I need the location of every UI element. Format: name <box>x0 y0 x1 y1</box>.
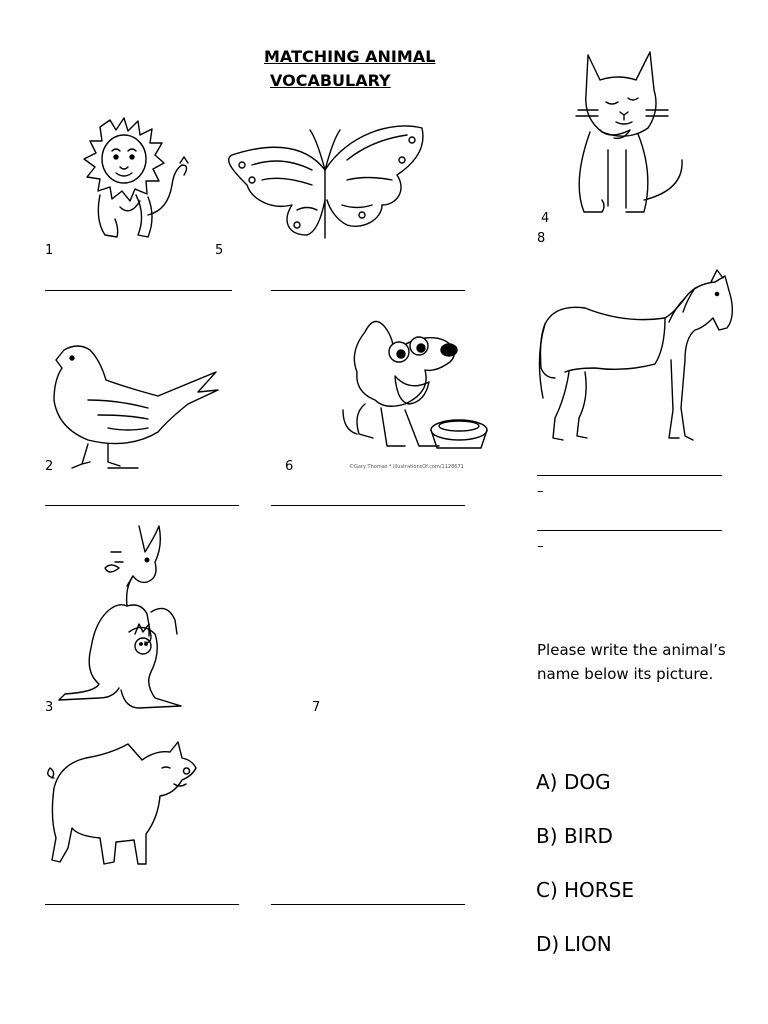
option-c <box>536 878 634 902</box>
option-d-letter: D) <box>536 932 560 956</box>
picture-number-4: 4 <box>541 211 550 226</box>
option-b <box>536 824 613 848</box>
lion-illustration <box>60 115 195 250</box>
option-c-word: HORSE <box>564 878 635 902</box>
option-c-letter: C) <box>536 878 558 902</box>
pig-illustration <box>46 738 202 872</box>
answer-line-pig[interactable] <box>45 904 239 905</box>
cat-illustration <box>568 50 688 220</box>
option-d <box>536 932 612 956</box>
option-b-word: BIRD <box>564 824 613 848</box>
answer-line-2[interactable] <box>45 505 239 506</box>
bird-illustration <box>48 340 220 472</box>
option-a-letter: A) <box>536 770 558 794</box>
picture-number-5: 5 <box>215 243 224 258</box>
dog-illustration <box>335 312 483 462</box>
picture-number-1: 1 <box>45 243 54 258</box>
picture-number-8: 8 <box>537 231 546 246</box>
option-b-letter: B) <box>536 824 558 848</box>
answer-line-8a[interactable] <box>537 475 722 476</box>
answer-line-5[interactable] <box>271 290 465 291</box>
answer-line-6[interactable] <box>271 505 465 506</box>
option-a-word: DOG <box>564 770 611 794</box>
picture-number-3: 3 <box>45 700 54 715</box>
page-title-line-2: VOCABULARY <box>270 71 391 90</box>
answer-line-8b[interactable] <box>537 530 722 531</box>
picture-number-2: 2 <box>45 459 54 474</box>
kangaroo-illustration <box>55 522 187 714</box>
answer-line-1[interactable] <box>45 290 232 291</box>
dog-image-credit: ©Gary Thomas * illustrationsOf.com/1128671 <box>349 464 464 470</box>
answer-line-7[interactable] <box>271 904 465 905</box>
dash-2: – <box>537 539 544 554</box>
picture-number-6: 6 <box>285 459 294 474</box>
instructions-text: Please write the animal’s name below its picture. <box>537 641 726 683</box>
picture-number-7: 7 <box>312 700 321 715</box>
horse-illustration <box>535 268 735 446</box>
butterfly-illustration <box>222 120 428 242</box>
option-a <box>536 770 611 794</box>
page-title-line-1: MATCHING ANIMAL <box>264 47 436 66</box>
option-d-word: LION <box>564 932 612 956</box>
dash-1: – <box>537 484 544 499</box>
